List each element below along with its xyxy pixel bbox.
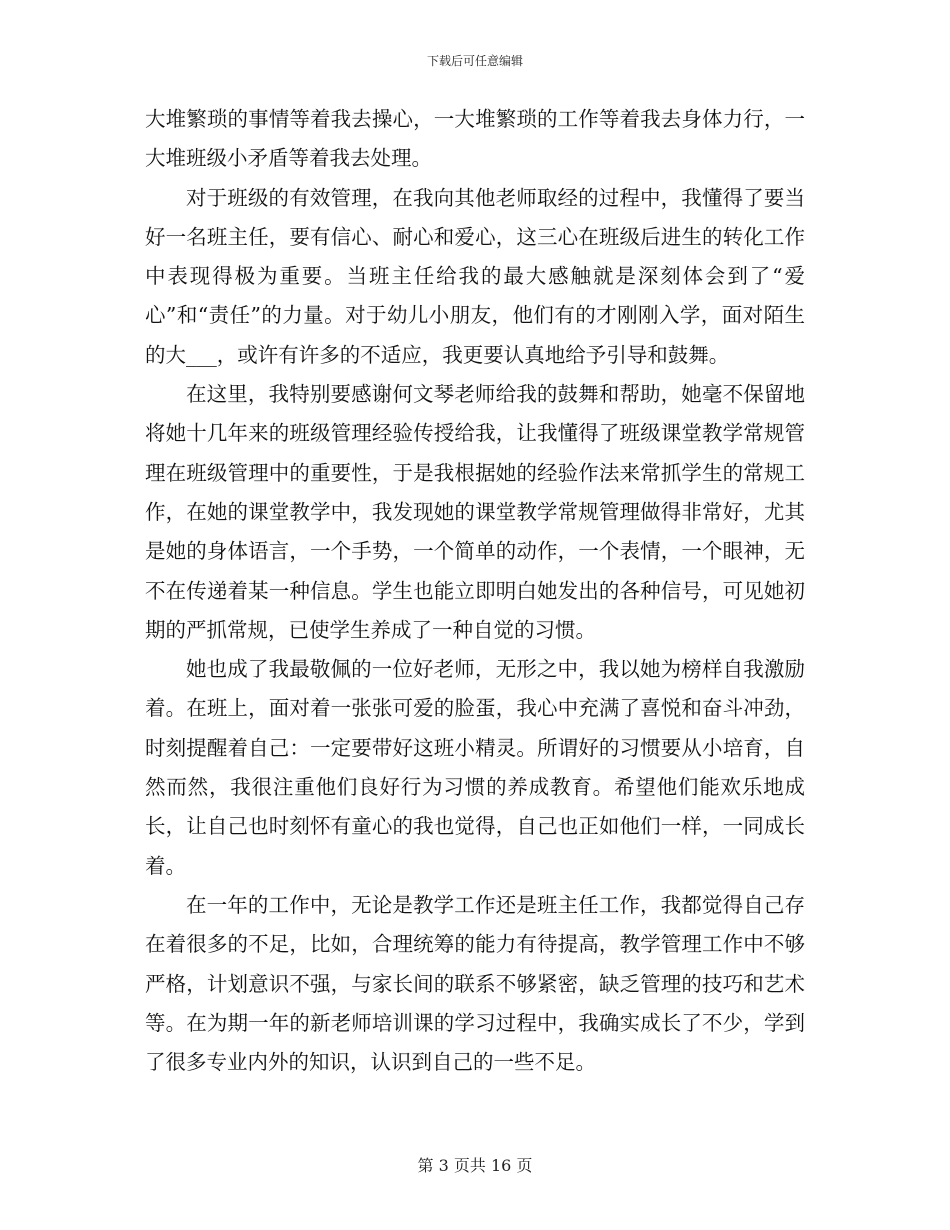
paragraph-4: 她也成了我最敬佩的一位好老师，无形之中，我以她为榜样自我激励着。在班上，面对着一张张可爱的脸蛋，我心中充满了喜悦和奋斗冲劲，时刻提醒着自己：一定要带好这班小精灵。所谓好的习惯要从小培育，自然而然，我很注重他们良好行为习惯的养成教育。希望他们能欢乐地成长，让自己也时刻怀有童心的我也觉得，自己也正如他们一样，一同成长着。 bbox=[145, 657, 805, 878]
paragraph-5: 在一年的工作中，无论是教学工作还是班主任工作，我都觉得自己存在着很多的不足，比如，合理统筹的能力有待提高，教学管理工作中不够严格，计划意识不强，与家长间的联系不够紧密，缺乏管理的技巧和艺术等。在为期一年的新老师培训课的学习过程中，我确实成长了不少，学到了很多专业内外的知识，认识到自己的一些不足。 bbox=[145, 892, 805, 1075]
paragraph-3: 在这里，我特别要感谢何文琴老师给我的鼓舞和帮助，她毫不保留地将她十几年来的班级管理经验传授给我，让我懂得了班级课堂教学常规管理在班级管理中的重要性，于是我根据她的经验作法来常抓学生的常规工作，在她的课堂教学中，我发现她的课堂教学常规管理做得非常好，尤其是她的身体语言，一个手势，一个简单的动作，一个表情，一个眼神，无不在传递着某一种信息。学生也能立即明白她发出的各种信号，可见她初期的严抓常规，已使学生养成了一种自觉的习惯。 bbox=[145, 382, 805, 642]
paragraph-1: 大堆繁琐的事情等着我去操心，一大堆繁琐的工作等着我去身体力行，一大堆班级小矛盾等着我去处理。 bbox=[145, 107, 805, 171]
page-number: 第 3 页共 16 页 bbox=[417, 1156, 533, 1175]
document-body bbox=[145, 100, 805, 1082]
paragraph-2: 对于班级的有效管理，在我向其他老师取经的过程中，我懂得了要当好一名班主任，要有信心、耐心和爱心，这三心在班级后进生的转化工作中表现得极为重要。当班主任给我的最大感触就是深刻体会到了“爱心”和“责任”的力量。对于幼儿小朋友，他们有的才刚刚入学，面对陌生的大___，或许有许多的不适应，我更要认真地给予引导和鼓舞。 bbox=[145, 185, 805, 367]
page-header: 下载后可任意编辑 bbox=[426, 54, 523, 68]
